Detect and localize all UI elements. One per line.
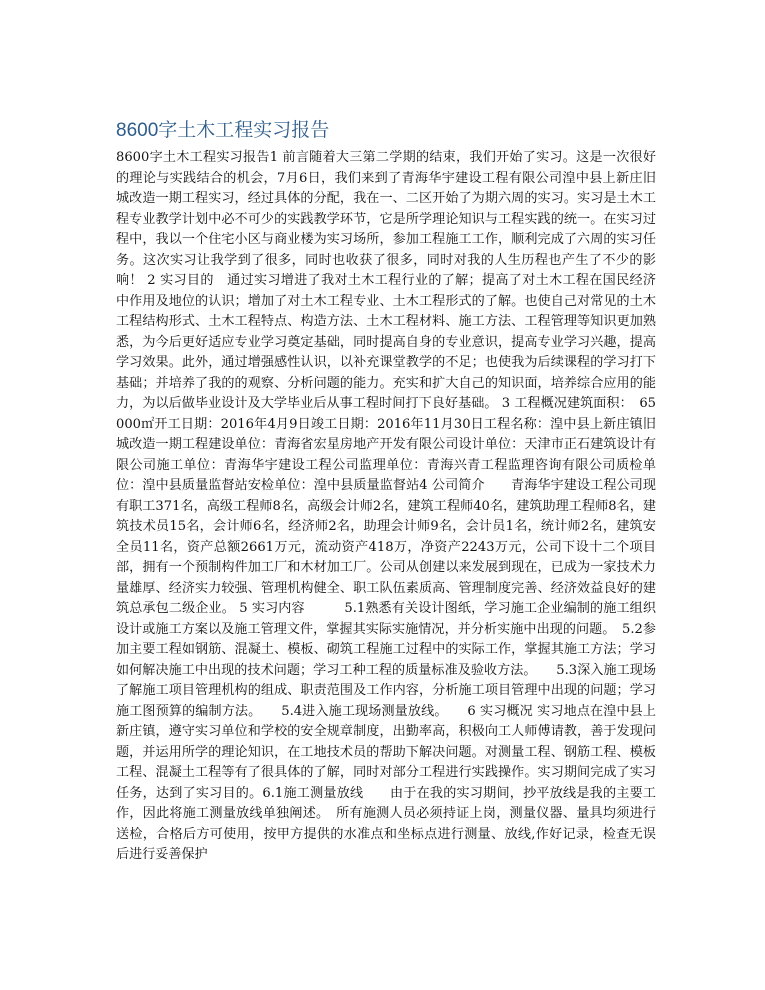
document-page <box>116 118 656 866</box>
document-title: 8600字土木工程实习报告 <box>116 120 330 141</box>
document-body-text: 8600字土木工程实习报告1 前言随着大三第二学期的结束，我们开始了实习。这是一次很好的理论与实践结合的机会，7月6日，我们来到了青海华宇建设工程有限公司湟中县上新庄旧城改造一期工程实习，经过具体的分配，我在一、二区开始了为期六周的实习。实习是土木工程专业教学计划中必不可少的实践教学环节，它是所学理论知识与工程实践的统一。在实习过程中，我以一个住宅小区与商业楼为实习场所，参加工程施工工作，顺利完成了六周的实习任务。这次实习让我学到了很多，同时也收获了很多，同时对我的人生历程也产生了不少的影响！ 2 实习目的 通过实习增进了我对土木工程行业的了解；提高了对土木工程在国民经济中作用及地位的认识；增加了对土木工程专业、土木工程形式的了解。也使自己对常见的土木工程结构形式、土木工程特点、构造方法、土木工程材料、施工方法、工程管理等知识更加熟悉，为今后更好适应专业学习奠定基础，同时提高自身的专业意识，提高专业学习兴趣，提高学习效果。此外，通过增强感性认识，以补充课堂教学的不足；也使我为后续课程的学习打下基础；并培养了我的的观察、分析问题的能力。充实和扩大自己的知识面，培养综合应用的能力，为以后做毕业设计及大学毕业后从事工程时间打下良好基础。 3 工程概况建筑面积： 65000㎡开工日期：2016年4月9日竣工日期：2016年11月30日工程名称：湟中县上新庄镇旧城改造一期工程建设单位：青海省宏星房地产开发有限公司设计单位：天津市正石建筑设计有限公司施工单位：青海华宇建设工程公司监理单位：青海兴青工程监理咨询有限公司质检单位：湟中县质量监督站安检单位：湟中县质量监督站4 公司简介 青海华宇建设工程公司现有职工371名，高级工程师8名，高级会计师2名，建筑工程师40名，建筑助理工程师8名，建筑技术员15名，会计师6名，经济师2名，助理会计师9名，会计员1名，统计师2名，建筑安全员11名，资产总额2661万元，流动资产418万，净资产2243万元，公司下设十二个项目部，拥有一个预制构件加工厂和木材加工厂。公司从创建以来发展到现在，已成为一家技术力量雄厚、经济实力较强、管理机构健全、职工队伍素质高、管理制度完善、经济效益良好的建筑总承包二级企业。 5 实习内容 5.1熟悉有关设计图纸，学习施工企业编制的施工组织设计或施工方案以及施工管理文件，掌握其实际实施情况，并分析实施中出现的问题。 5.2参加主要工程如钢筋、混凝土、模板、砌筑工程施工过程中的实际工作，掌握其施工方法；学习如何解决施工中出现的技术问题；学习工种工程的质量标准及验收方法。 5.3深入施工现场了解施工项目管理机构的组成、职责范围及工作内容，分析施工项目管理中出现的问题；学习施工图预算的编制方法。 5.4进入施工现场测量放线。 6 实习概况 实习地点在湟中县上新庄镇，遵守实习单位和学校的安全规章制度，出勤率高，积极向工人师傅请教，善于发现问题，并运用所学的理论知识，在工地技术员的帮助下解决问题。对测量工程、钢筋工程、模板工程、混凝土工程等有了很具体的了解，同时对部分工程进行实践操作。实习期间完成了实习任务，达到了实习目的。6.1施工测量放线 由于在我的实习期间，抄平放线是我的主要工作，因此将施工测量放线单独阐述。 所有施测人员必须持证上岗，测量仪器、量具均须进行送检，合格后方可使用，按甲方提供的水准点和坐标点进行测量、放线,作好记录，检查无误后进行妥善保护 <box>116 150 656 862</box>
